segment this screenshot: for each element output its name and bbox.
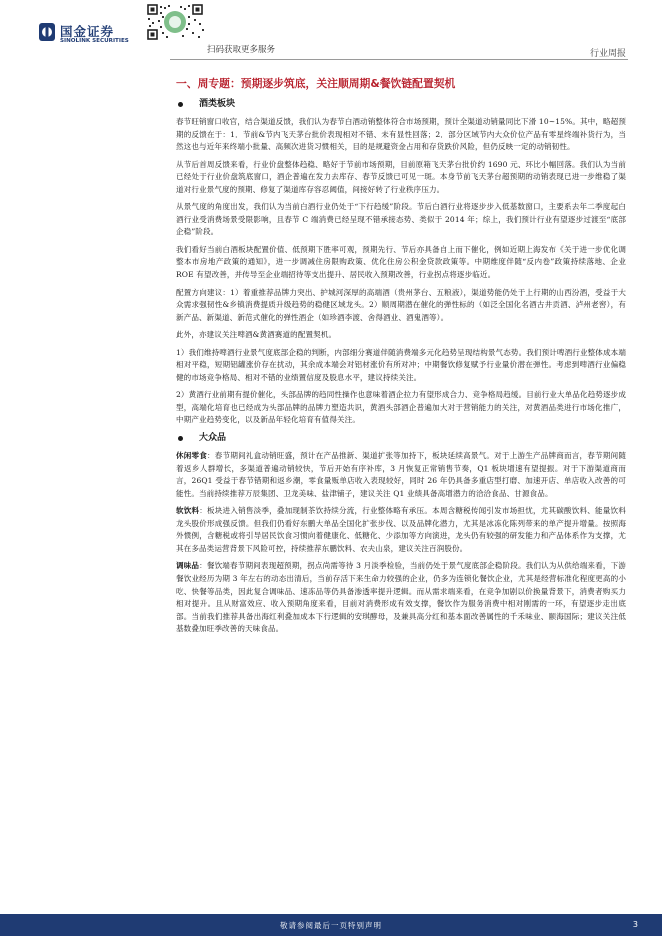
mass-consumer-heading xyxy=(178,432,626,445)
liquor-paragraph-8: 2）黄酒行业前期有提价催化，头部品牌的趋同性操作也意味着酒企拉力有望形成合力、竞争格局趋缓。目前行业大单品化趋势逐步成型，高端化培育也已经成为头部品牌的品牌力塑造共识，黄酒头部酒企普遍加大对于营销能力的关注，对黄酒品类进行市场化推广，中期产业趋势变化，以及新品年轻化培育有值得关注。 xyxy=(176,390,626,425)
liquor-heading xyxy=(178,98,626,111)
company-logo xyxy=(38,20,158,54)
liquor-paragraph-5: 配置方向建议：1）着重推荐品牌力突出、护城河深厚的高端酒（贵州茅台、五粮液），渠道势能仍处于上行期的山西汾酒，受益于大众需求强韧性&乡镇消费提质升级趋势的稳健区域龙头。2）顺周期潜在催化的弹性标的（如泛全国化名酒古井贡酒、泸州老窖），有新产品、新渠道、新范式催化的弹性酒企（如珍酒李渡、舍得酒业、酒鬼酒等）。 xyxy=(176,287,626,322)
liquor-paragraph-7: 1）我们维持啤酒行业景气度底部企稳的判断，内部细分赛道伴随消费端多元化趋势呈现结构景气态势。我们预计啤酒行业整体成本端相对平稳，短期铝罐涨价存在扰动，其余成本端会对铝材涨价有所对冲；中期餐饮修复赋予行业量价潜在弹性。考虑到啤酒行业偏稳健的市场竞争格局、相对不错的业绩置信度及股息水平，建议持续关注。 xyxy=(176,347,626,382)
bullet-icon xyxy=(178,102,183,107)
snacks-paragraph xyxy=(176,450,626,500)
footer-disclaimer: 敬请参阅最后一页特别声明 xyxy=(280,921,382,930)
beverage-label: 软饮料 xyxy=(176,506,200,516)
report-type-label: 行业周报 xyxy=(589,49,626,59)
beverage-text: ：板块进入销售淡季，叠加现制茶饮持续分流，行业整体略有承压。本周含糖税传闻引发市场担忧，尤其碳酸饮料、能量饮料龙头股价形成强反馈。但我们仍看好东鹏大单品全国化扩张步伐、以及品牌化潜力，尤其是冰冻化陈列带来的单产提升增量。按照海外惯例，含糖税或将引导居民饮食习惯向着健康化、低糖化、少添加等方向演进，龙头仍有较强的研发能力和产品体系作为支撑，尤其在多品类运营背景下风险可控，持续推荐东鹏饮料、农夫山泉，建议关注百润股份。 xyxy=(176,506,626,553)
main-content xyxy=(176,76,626,641)
liquor-paragraph-1: 春节旺销窗口收官，结合渠道反馈，我们认为春节白酒动销整体符合市场预期，预计全渠道动销量同比下滑 10~15%。其中，略超预期的反馈在于：1．节前&节内飞天茅台批价表现相对不错、未有显性回落；2．部分区域节内大众价位产品有零星终端补货行为，当然这也与近年来终端小批量、高频次进货习惯相关，目的是规避资金占用和存货跌价风险，但仍反映一定的动销韧性。 xyxy=(176,117,626,152)
qr-code-icon[interactable] xyxy=(144,2,206,42)
snacks-label: 休闲零食 xyxy=(176,451,208,461)
header-divider xyxy=(170,59,628,60)
scan-for-service-text: 扫码获取更多服务 xyxy=(207,45,276,55)
logo-en-text: SINOLINK SECURITIES xyxy=(60,38,129,44)
bullet-icon xyxy=(178,436,183,441)
page-number: 3 xyxy=(632,920,638,929)
condiment-label: 调味品 xyxy=(176,561,200,571)
liquor-paragraph-3: 从景气度的角度出发，我们认为当前白酒行业仍处于“下行趋缓”阶段。节后白酒行业将逐步步入低基数窗口，主要系去年二季度起白酒行业受消费场景受限影响，且春节 C 端消费已经呈现不错承接态势、类似于 2014 年；综上，我们预计行业有望逐步过渡至“底部企稳”阶段。 xyxy=(176,202,626,237)
page-footer xyxy=(0,914,662,936)
liquor-heading-text: 酒类板块 xyxy=(199,99,236,109)
liquor-paragraph-2: 从节后首周反馈来看，行业价盘整体趋稳、略好于节前市场预期，目前原箱飞天茅台批价约 1690 元、环比小幅回落。我们认为当前已经处于行业价盘筑底窗口，酒企普遍在发力去库存、春节反馈已可见一斑。本身节前飞天茅台超预期的动销表现已进一步维稳了渠道对行业景气度的预期、修复了渠道库存容忍阈值，间接好转了行业秩序压力。 xyxy=(176,159,626,194)
liquor-paragraph-6: 此外，亦建议关注啤酒&黄酒赛道的配置契机。 xyxy=(176,330,337,340)
page-header xyxy=(0,0,662,64)
logo-cn-text: 国金证券 xyxy=(60,24,115,39)
section-title: 一、周专题：预期逐步筑底，关注顺周期&餐饮链配置契机 xyxy=(176,77,456,90)
mass-consumer-heading-text: 大众品 xyxy=(199,433,227,444)
condiment-paragraph xyxy=(176,560,626,635)
snacks-text: ：春节期间礼盒动销旺盛，预计在产品推新、渠道扩张等加持下，板块延续高景气。对于上游生产品牌商而言，春节期间随着返乡人群增长，多渠道普遍动销较快，节后开始有序补库，3 月恢复正常销售节奏，Q1 板块增速有望提振。对于下游渠道商而言，26Q1 受益于春节错期和返乡潮，零食量贩单店收入表现较好，同时 26 年仍具备多重店型打磨、加速开店、单店收入改善的可能性。当前持续推荐万辰集团、卫龙美味、盐津铺子，建议关注 Q1 业绩具备高增潜力的洽洽食品、甘源食品。 xyxy=(176,451,626,498)
condiment-text: ：餐饮端春节期间表现超预期，拐点尚需等待 3 月淡季检验，当前仍处于景气度底部企稳阶段。我们认为从供给端来看，下游餐饮业经历为期 3 年左右的动态出清后，当前存活下来生命力较强的企业，仍多为连锁化餐饮企业，尤其是经营标准化程度更高的小吃、快餐等品类，因此复合调味品、速冻品等仍具备渗透率提升逻辑。而从需求端来看，在竞争加剧以价换量背景下，消费者购买力相对提升。且从财富效应、收入预期角度来看，目前对消费形成有效支撑，餐饮作为服务消费中相对刚需的一环，有望逐步走出底部。当前我们推荐具备出海红利叠加成本下行逻辑的安琪酵母，及兼具高分红和基本面改善属性的千禾味业、颐海国际；建议关注低基数叠加旺季改善的天味食品。 xyxy=(176,561,626,634)
liquor-paragraph-4: 我们看好当前白酒板块配置价值、低预期下胜率可观，预期先行、节后亦具备自上而下催化，例如近期上海发布《关于进一步优化调整本市房地产政策的通知》，进一步调减住房限购政策、优化住房公积金贷款政策等。中期维度伴随“反内卷”政策持续落地、企业 ROE 有望改善，并传导至企业端招待等支出提升、居民收入预期改善，行业拐点将逐步临近。 xyxy=(176,244,626,280)
beverage-paragraph xyxy=(176,505,626,555)
sinolink-logo-icon xyxy=(38,22,56,42)
